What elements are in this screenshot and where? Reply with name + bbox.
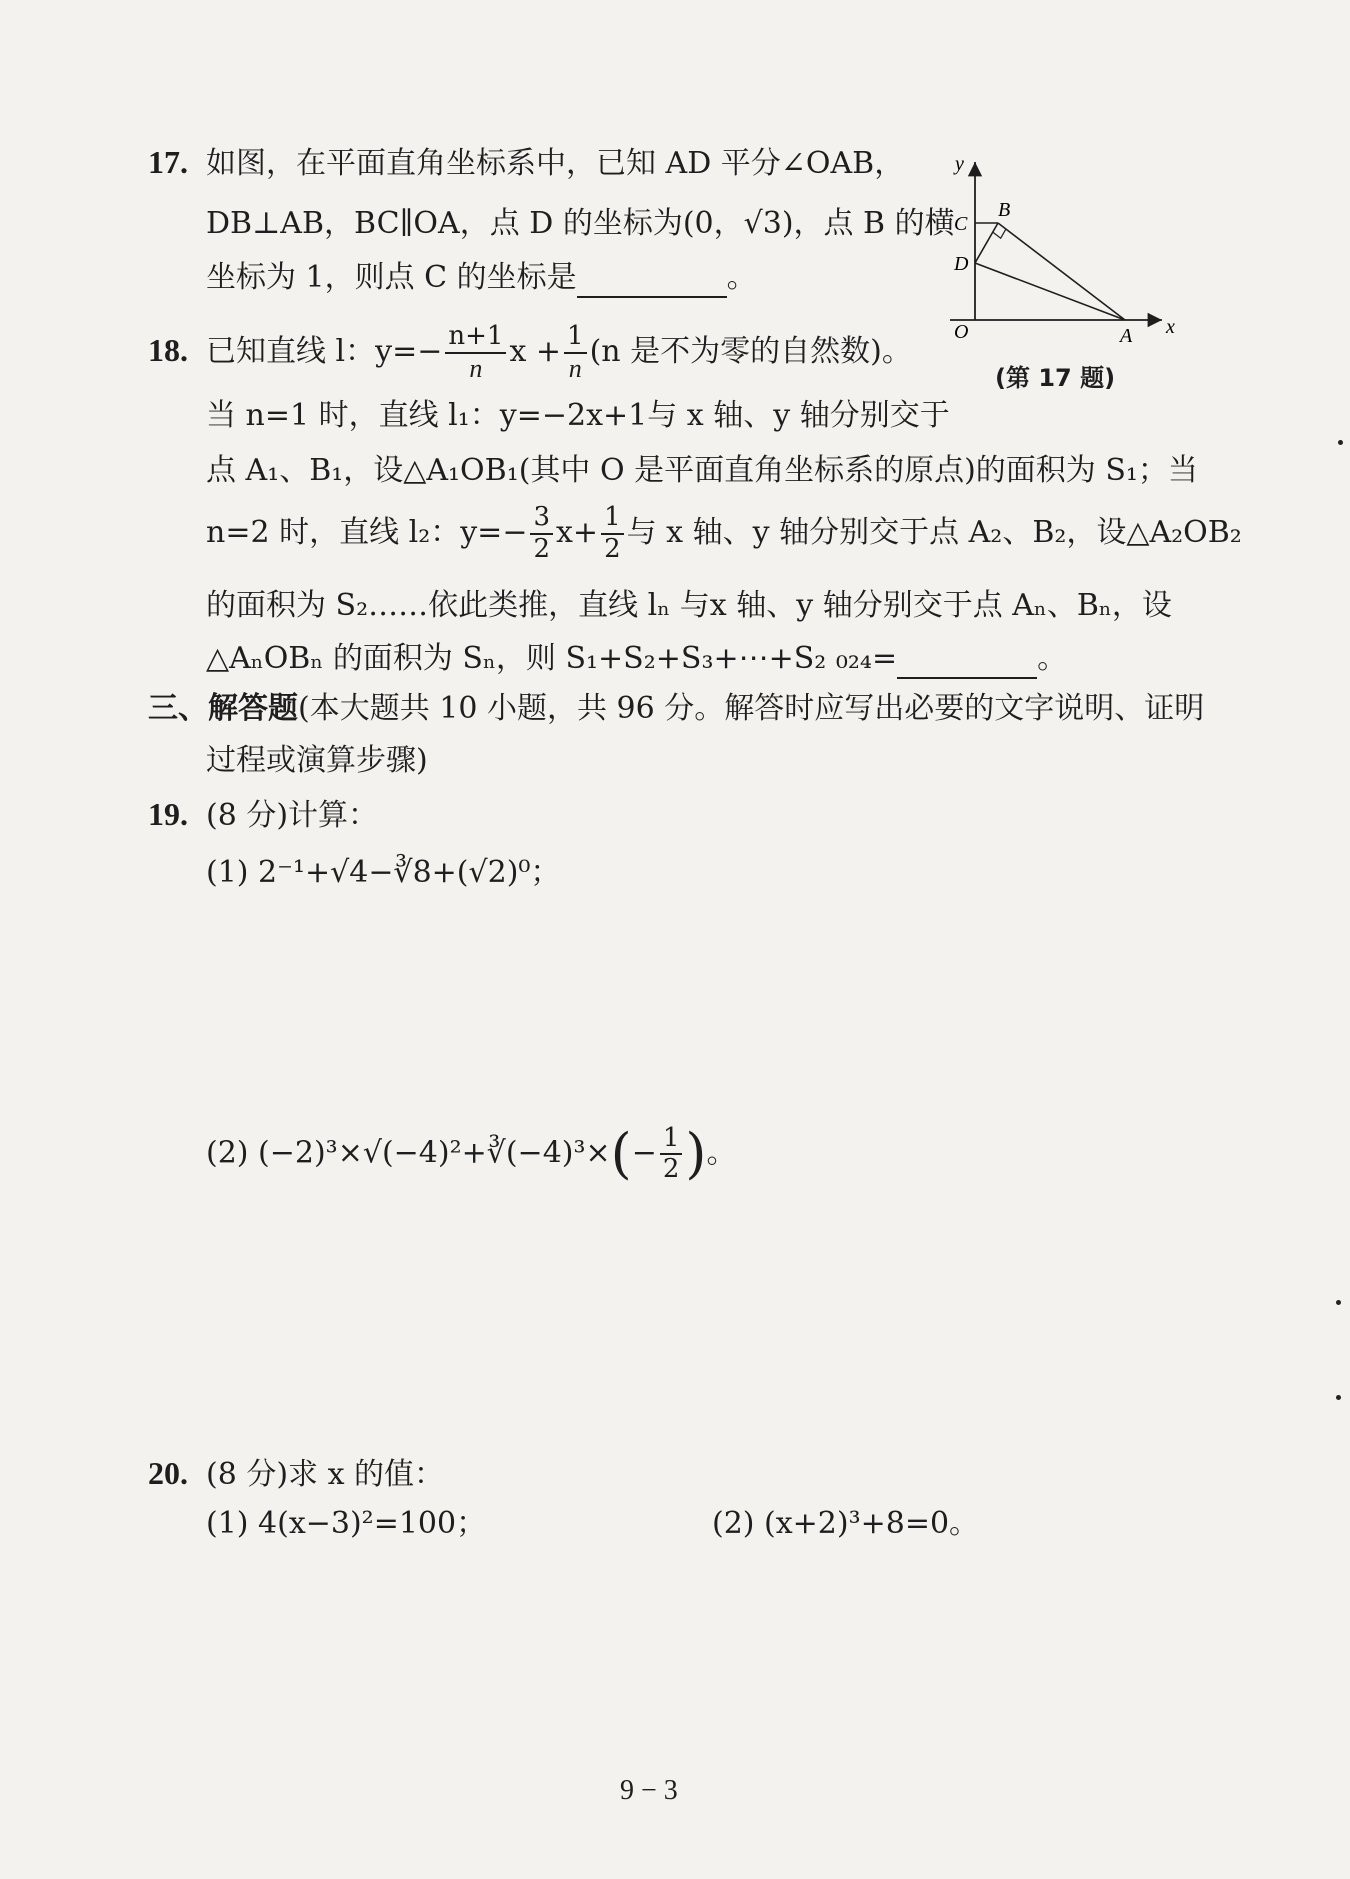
q18-text-a-post: (n 是不为零的自然数)。: [589, 333, 912, 369]
q17-answer-blank[interactable]: [577, 260, 727, 298]
q20-title: (8 分)求 x 的值：: [206, 1457, 445, 1492]
q18-text-a-mid: x +: [509, 333, 562, 369]
q18-line4: [206, 503, 1242, 565]
q17-figure-caption: (第 17 题): [995, 364, 1116, 392]
q17-end: 。: [726, 260, 757, 295]
q18-line6: [206, 641, 1067, 679]
q20-line1: [148, 1454, 444, 1493]
q19-part1: (1) 2⁻¹+√4−∛8+(√2)⁰；: [206, 855, 561, 890]
q17-line2: DB⊥AB，BC∥OA，点 D 的坐标为(0，√3)，点 B 的横: [206, 206, 955, 241]
q17-line3: [206, 260, 757, 298]
label-y: y: [955, 153, 964, 175]
q18-fraction-4: $\frac{1}{2}$: [601, 503, 624, 565]
q18-fraction-3: $\frac{3}{2}$: [530, 503, 553, 565]
q18-line2: 当 n=1 时，直线 l₁：y=−2x+1与 x 轴、y 轴分别交于: [206, 398, 950, 433]
scan-speck: [1336, 1300, 1341, 1305]
q18-end: 。: [1037, 641, 1068, 676]
q17-number: 17.: [148, 144, 188, 180]
q19-fraction: $\frac{1}{2}$: [660, 1124, 683, 1186]
page-number: 9 − 3: [620, 1775, 678, 1806]
segment-DA: [975, 263, 1125, 320]
q18-line3: 点 A₁、B₁，设△A₁OB₁(其中 O 是平面直角坐标系的原点)的面积为 S₁；当: [206, 453, 1198, 488]
q18-number: 18.: [148, 331, 188, 368]
minus-sign: −: [631, 1135, 657, 1171]
q20-number: 20.: [148, 1455, 188, 1491]
q19-part2: [206, 1122, 737, 1187]
segment-BA: [998, 223, 1125, 320]
q18-line5: 的面积为 S₂……依此类推，直线 lₙ 与x 轴、y 轴分别交于点 Aₙ、Bₙ，设: [206, 588, 1172, 623]
left-paren: (: [610, 1122, 632, 1185]
q18-text-b-pre: n=2 时，直线 l₂：y=−: [206, 514, 528, 550]
q17-text-3: 坐标为 1，则点 C 的坐标是: [206, 260, 577, 295]
label-O: O: [954, 321, 969, 343]
q18-answer-blank[interactable]: [897, 641, 1037, 679]
label-A: A: [1120, 325, 1133, 347]
scan-speck: [1336, 1395, 1341, 1400]
label-x: x: [1166, 316, 1175, 338]
section3-title: 三、解答题: [148, 691, 298, 726]
right-paren: ): [685, 1122, 707, 1185]
label-D: D: [954, 253, 969, 275]
q18-text-b-post: 与 x 轴、y 轴分别交于点 A₂、B₂，设△A₂OB₂: [626, 514, 1242, 550]
q19-number: 19.: [148, 796, 188, 832]
q18-text-6: △AₙOBₙ 的面积为 Sₙ，则 S₁+S₂+S₃+⋯+S₂ ₀₂₄=: [206, 641, 898, 676]
q18-line1: [148, 322, 912, 384]
q20-part1: (1) 4(x−3)²=100；: [206, 1506, 487, 1541]
right-angle-mark: [993, 229, 1006, 238]
label-B: B: [998, 199, 1011, 221]
q17-figure: [930, 150, 1180, 380]
section3-line1: [148, 691, 1204, 727]
q19-title: (8 分)计算：: [206, 798, 379, 833]
section3-desc-1: (本大题共 10 小题，共 96 分。解答时应写出必要的文字说明、证明: [298, 691, 1205, 726]
q18-text-a-pre: 已知直线 l：y=−: [206, 333, 443, 369]
section3-desc-2: 过程或演算步骤): [206, 743, 428, 778]
q19-part2-expr: (2) (−2)³×√(−4)²+∛(−4)³×: [206, 1135, 611, 1171]
q17-line1: [148, 143, 904, 182]
label-C: C: [954, 213, 968, 235]
scan-speck: [1338, 440, 1343, 445]
segment-DB: [975, 223, 998, 263]
q19-line1: [148, 795, 378, 834]
q18-fraction-2: $\frac{1}{n}$: [564, 322, 587, 384]
q17-text-1: 如图，在平面直角坐标系中，已知 AD 平分∠OAB，: [206, 146, 905, 181]
q18-text-b-mid: x+: [556, 514, 599, 550]
q19-end: 。: [706, 1135, 737, 1171]
q20-part2: (2) (x+2)³+8=0。: [712, 1506, 980, 1541]
q18-fraction-1: $\frac{n+1}{n}$: [445, 322, 506, 384]
